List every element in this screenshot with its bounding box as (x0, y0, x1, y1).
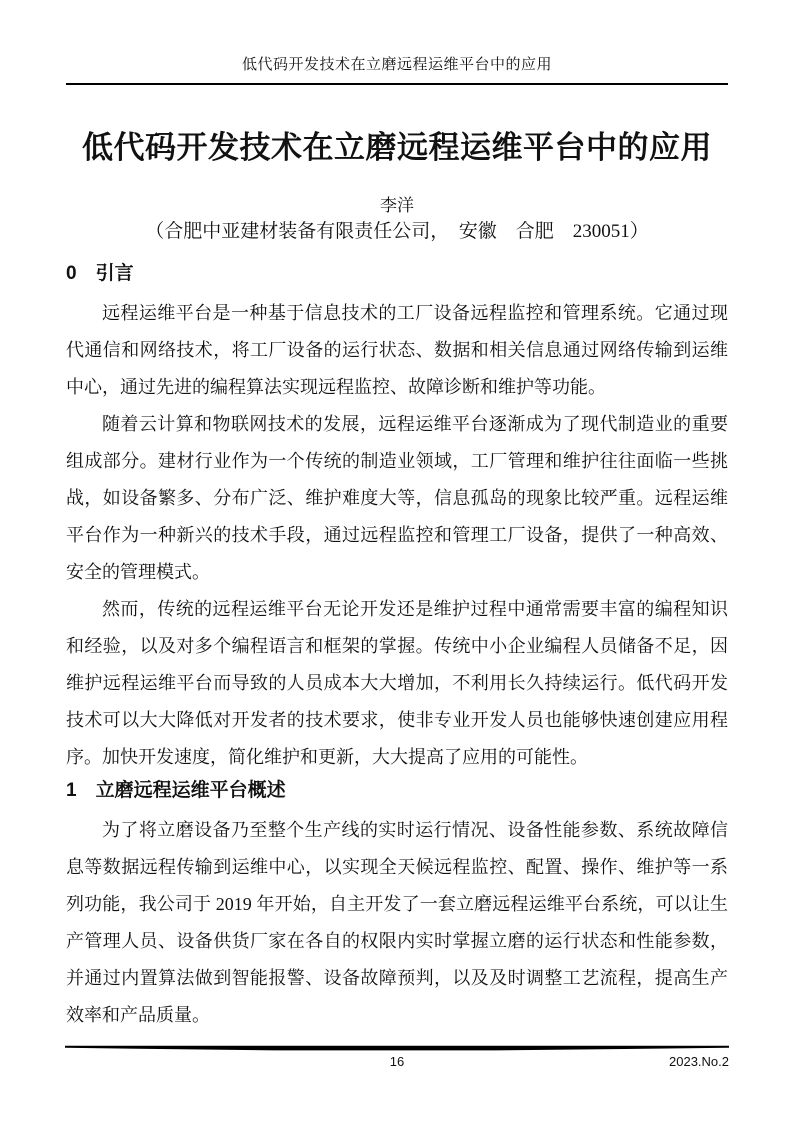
section-heading-1-platform-overview: 1 立磨远程运维平台概述 (66, 780, 286, 801)
page-number: 16 (389, 1054, 405, 1069)
author-affiliation: （合肥中亚建材装备有限责任公司， 安徽 合肥 230051） (145, 221, 649, 242)
issue-label: 2023.No.2 (669, 1054, 729, 1069)
footer-rule (65, 1045, 729, 1051)
footer-row (65, 1054, 729, 1070)
paragraph: 远程运维平台是一种基于信息技术的工厂设备远程监控和管理系统。它通过现代通信和网络技术，将工厂设备的运行状态、数据和相关信息通过网络传输到运维中心，通过先进的编程算法实现远程监控、故障诊断和维护等功能。 (66, 303, 728, 397)
paragraph: 随着云计算和物联网技术的发展，远程运维平台逐渐成为了现代制造业的重要组成部分。建材行业作为一个传统的制造业领域，工厂管理和维护往往面临一些挑战，如设备繁多、分布广泛、维护难度大等，信息孤岛的现象比较严重。远程运维平台作为一种新兴的技术手段，通过远程监控和管理工厂设备，提供了一种高效、安全的管理模式。 (66, 414, 728, 582)
paragraph: 然而，传统的远程运维平台无论开发还是维护过程中通常需要丰富的编程知识和经验，以及对多个编程语言和框架的掌握。传统中小企业编程人员储备不足，因维护远程运维平台而导致的人员成本大大增加，不利用长久持续运行。低代码开发技术可以大大降低对开发者的技术要求，使非专业开发人员也能够快速创建应用程序。加快开发速度，简化维护和更新，大大提高了应用的可能性。 (66, 599, 728, 767)
page-content (66, 0, 728, 1034)
page-footer (65, 1045, 729, 1070)
author-name: 李洋 (380, 196, 414, 215)
paragraph: 为了将立磨设备乃至整个生产线的实时运行情况、设备性能参数、系统故障信息等数据远程传输到运维中心，以实现全天候远程监控、配置、操作、维护等一系列功能，我公司于 2019 年开始，自主开发了一套立磨远程运维平台系统，可以让生产管理人员、设备供货厂家在各自的权限内实时掌握立磨的运行状态和性能参数，并通过内置算法做到智能报警、设备故障预判，以及及时调整工艺流程，提高生产效率和产品质量。 (66, 820, 728, 1025)
section-heading-0-introduction: 0 引言 (66, 263, 134, 284)
article-title: 低代码开发技术在立磨远程运维平台中的应用 (82, 130, 712, 165)
running-header: 低代码开发技术在立磨远程运维平台中的应用 (66, 0, 728, 85)
